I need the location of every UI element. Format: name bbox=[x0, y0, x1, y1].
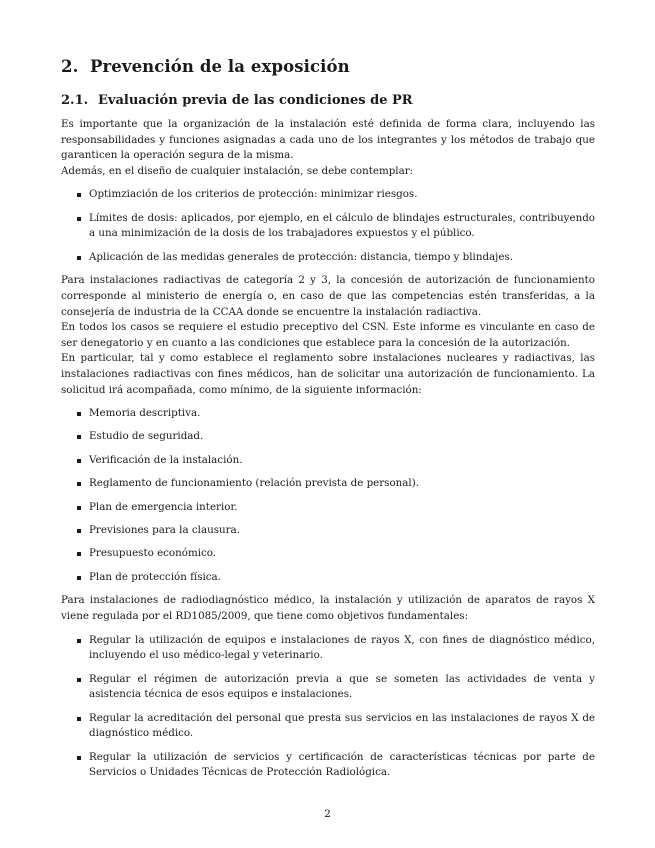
list-item-text: Optimziación de los criterios de protección: minimizar riesgos. bbox=[89, 188, 418, 201]
paragraph: Para instalaciones de radiodiagnóstico médico, la instalación y utilización de aparatos de rayos X viene regulada por el RD1085/2009, que tiene como objetivos fundamentales: bbox=[61, 594, 595, 623]
bullet-icon bbox=[77, 412, 81, 416]
list-item-text: Memoria descriptiva. bbox=[89, 407, 201, 420]
bullet-icon bbox=[77, 256, 81, 260]
list-item bbox=[89, 711, 595, 742]
list-item-text: Previsiones para la clausura. bbox=[89, 524, 240, 537]
list-item-text: Límites de dosis: aplicados, por ejemplo, en el cálculo de blindajes estructurales, contribuyendo a una minimización de la dosis de los trabajadores expuestos y el público. bbox=[89, 211, 595, 240]
document-page bbox=[61, 56, 595, 789]
list-item bbox=[89, 187, 595, 203]
list-item bbox=[89, 750, 595, 781]
section-heading bbox=[61, 56, 595, 78]
bullet-icon bbox=[77, 435, 81, 439]
section-number: 2. bbox=[61, 57, 79, 76]
list-item bbox=[89, 500, 595, 516]
list-item bbox=[89, 546, 595, 562]
bullet-list bbox=[61, 187, 595, 265]
bullet-icon bbox=[77, 529, 81, 533]
paragraph: Además, en el diseño de cualquier instalación, se debe contemplar: bbox=[61, 164, 414, 177]
bullet-icon bbox=[77, 756, 81, 760]
list-item-text: Regular la utilización de servicios y certificación de características técnicas por parte de Servicios o Unidades Técnicas de Protección Radiológica. bbox=[89, 750, 595, 779]
bullet-icon bbox=[77, 639, 81, 643]
list-item-text: Verificación de la instalación. bbox=[89, 453, 243, 466]
bullet-icon bbox=[77, 217, 81, 221]
subsection-title: Evaluación previa de las condiciones de PR bbox=[98, 93, 413, 108]
list-item-text: Aplicación de las medidas generales de protección: distancia, tiempo y blindajes. bbox=[89, 250, 514, 263]
list-item bbox=[89, 429, 595, 445]
bullet-icon bbox=[77, 506, 81, 510]
bullet-list bbox=[61, 633, 595, 781]
bullet-icon bbox=[77, 717, 81, 721]
list-item bbox=[89, 633, 595, 664]
bullet-icon bbox=[77, 576, 81, 580]
list-item-text: Regular el régimen de autorización previa a que se someten las actividades de venta y asistencia técnica de esos equipos e instalaciones. bbox=[89, 672, 595, 701]
list-item bbox=[89, 672, 595, 703]
paragraph: Es importante que la organización de la instalación esté definida de forma clara, incluyendo las responsabilidades y funciones asignadas a cada uno de los integrantes y los métodos de trabajo que garanticen la operación segura de la misma. bbox=[61, 118, 595, 162]
bullet-list bbox=[61, 406, 595, 585]
list-item-text: Plan de protección física. bbox=[89, 570, 221, 583]
list-item-text: Reglamento de funcionamiento (relación prevista de personal). bbox=[89, 477, 420, 490]
list-item bbox=[89, 250, 595, 266]
list-item-text: Plan de emergencia interior. bbox=[89, 500, 238, 513]
bullet-icon bbox=[77, 459, 81, 463]
subsection-heading bbox=[61, 92, 595, 110]
bullet-icon bbox=[77, 482, 81, 486]
list-item bbox=[89, 211, 595, 242]
paragraph: En particular, tal y como establece el reglamento sobre instalaciones nucleares y radiactivas, las instalaciones radiactivas con fines médicos, han de solicitar una autorización de funcionamiento. La solicitud irá acompañada, como mínimo, de la siguiente información: bbox=[61, 352, 595, 396]
bullet-icon bbox=[77, 552, 81, 556]
page-number: 2 bbox=[324, 808, 331, 820]
subsection-number: 2.1. bbox=[61, 93, 89, 108]
list-item-text: Estudio de seguridad. bbox=[89, 430, 204, 443]
paragraph: En todos los casos se requiere el estudio preceptivo del CSN. Este informe es vinculante en caso de ser denegatorio y en cuanto a las condiciones que establece para la concesión de la autorización. bbox=[61, 321, 595, 349]
bullet-icon bbox=[77, 678, 81, 682]
list-item bbox=[89, 570, 595, 586]
list-item-text: Regular la acreditación del personal que presta sus servicios en las instalaciones de rayos X de diagnóstico médico. bbox=[89, 711, 595, 740]
list-item bbox=[89, 453, 595, 469]
list-item-text: Presupuesto económico. bbox=[89, 547, 217, 560]
list-item bbox=[89, 523, 595, 539]
list-item-text: Regular la utilización de equipos e instalaciones de rayos X, con fines de diagnóstico médico, incluyendo el uso médico-legal y veterinario. bbox=[89, 633, 595, 662]
bullet-icon bbox=[77, 193, 81, 197]
list-item bbox=[89, 406, 595, 422]
section-title: Prevención de la exposición bbox=[90, 57, 350, 76]
list-item bbox=[89, 476, 595, 492]
paragraph: Para instalaciones radiactivas de categoría 2 y 3, la concesión de autorización de funcionamiento corresponde al ministerio de energía o, en caso de que las competencias estén transferidas, a la consejería de industria de la CCAA donde se encuentre la instalación radiactiva. bbox=[61, 274, 595, 318]
